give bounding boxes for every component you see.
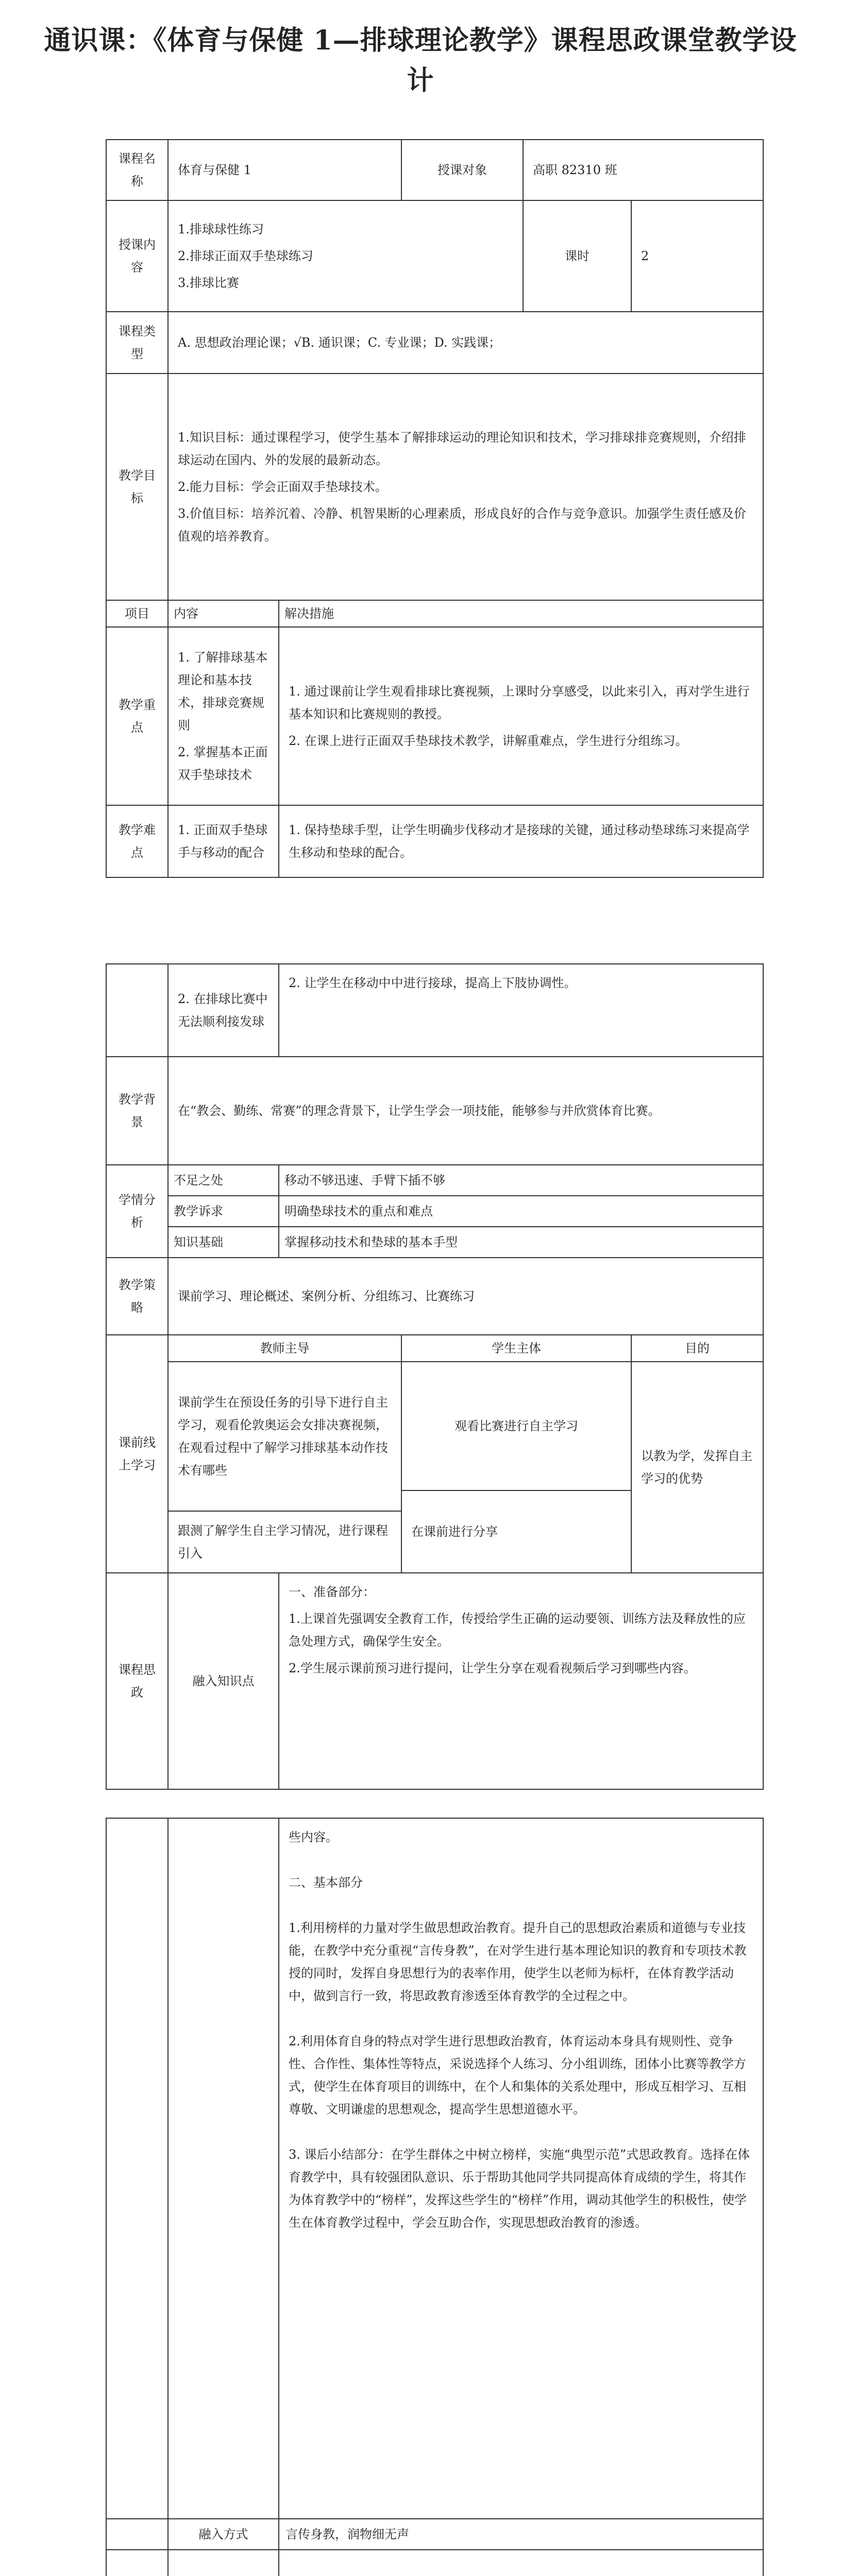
diff-label: 教学难点 <box>106 805 168 877</box>
learner-value: 明确垫球技术的重点和难点 <box>279 1196 763 1227</box>
background-value: 在“教会、勤练、常赛”的理念背景下，让学生学会一项技能，能够参与并欣赏体育比赛。 <box>168 1057 763 1165</box>
purpose-head: 目的 <box>631 1335 763 1362</box>
ideology-label-cont <box>106 1818 168 2519</box>
integrate-detail-line: 些内容。 <box>289 1830 338 1844</box>
content-line: 1.排球球性练习 <box>178 222 264 236</box>
strategy-value: 课前学习、理论概述、案例分析、分组练习、比赛练习 <box>168 1258 763 1335</box>
project-label: 项目 <box>106 600 168 627</box>
learner-analysis-label: 学情分析 <box>106 1165 168 1258</box>
learner-key: 知识基础 <box>168 1227 279 1258</box>
learner-value: 掌握移动技术和垫球的基本手型 <box>279 1227 763 1258</box>
purpose-value: 以教为学，发挥自主学习的优势 <box>631 1362 763 1573</box>
page-title: 通识课：《体育与保健 1—排球理论教学》课程思政课堂教学设计 <box>44 25 797 96</box>
key-measure-line: 1. 通过课前让学生观看排球比赛视频，上课时分享感受，以此来引入，再对学生进行基本知识和比赛规则的教授。 <box>289 684 750 721</box>
project-content-head: 内容 <box>168 600 279 627</box>
goal-label: 教学目标 <box>106 374 168 600</box>
target-value: 高职 82310 班 <box>523 140 763 200</box>
strategy-label: 教学策略 <box>106 1258 168 1335</box>
teacher-task-2: 跟测了解学生自主学习情况，进行课程引入 <box>168 1511 401 1573</box>
content-line: 2.排球正面双手垫球练习 <box>178 249 313 263</box>
course-name-label: 课程名称 <box>106 140 168 200</box>
integrate-detail-line: 2.利用体育自身的特点对学生进行思想政治教育，体育运动本身具有规则性、竞争性、合作性、集体性等特点，采说选择个人练习、分小组训练，团体小比赛等教学方式，使学生在体育项目的训练中，在个人和集体的关系处理中，形成互相学习、互相尊敬、文明谦虚的思想观念，提高学生思想道德水平。 <box>289 2034 746 2116</box>
key-content-line: 2. 掌握基本正面双手垫球技术 <box>178 745 268 782</box>
method-label-empty <box>106 2519 168 2550</box>
student-task-1: 观看比赛进行自主学习 <box>401 1362 631 1490</box>
diff-content: 1. 正面双手垫球手与移动的配合 <box>168 805 279 877</box>
diff-label-cont <box>106 964 168 1057</box>
integrate-label: 融入知识点 <box>168 1573 279 1789</box>
method-label: 融入方式 <box>168 2519 279 2550</box>
element-value <box>279 2550 763 2576</box>
content-value <box>168 200 523 312</box>
integrate-label-cont <box>168 1818 279 2519</box>
learner-key: 教学诉求 <box>168 1196 279 1227</box>
method-value: 言传身教，润物细无声 <box>279 2519 763 2550</box>
content-line: 3.排球比赛 <box>178 276 239 290</box>
diff-content-2: 2. 在排球比赛中无法顺利接发球 <box>168 964 279 1057</box>
key-label: 教学重点 <box>106 627 168 805</box>
teacher-head: 教师主导 <box>168 1335 401 1362</box>
key-content <box>168 627 279 805</box>
learner-key: 不足之处 <box>168 1165 279 1196</box>
goal-value <box>168 374 763 600</box>
key-content-line: 1. 了解排球基本理论和基本技术，排球竞赛规则 <box>178 650 268 733</box>
goal-line: 1.知识目标：通过课程学习，使学生基本了解排球运动的理论知识和技术，学习排球排竞赛规则，介绍排球运动在国内、外的发展的最新动态。 <box>178 430 746 467</box>
integrate-detail-line: 1.利用榜样的力量对学生做思想政治教育。提升自己的思想政治素质和道德与专业技能，在教学中充分重视“言传身教”，在对学生进行基本理论知识的教育和专项技术教授的同时，发挥自身思想行为的表率作用，使学生以老师为标杆，在体育教学活动中，做到言行一致，将思政教育渗透至体育教学的全过程之中。 <box>289 1921 747 2003</box>
goal-line: 3.价值目标：培养沉着、冷静、机智果断的心理素质，形成良好的合作与竞争意识。加强学生责任感及价值观的培养教育。 <box>178 506 746 544</box>
integrate-line: 2.学生展示课前预习进行提问，让学生分享在观看视频后学习到哪些内容。 <box>289 1661 696 1675</box>
diff-measure-2: 2. 让学生在移动中中进行接球，提高上下肢协调性。 <box>279 964 763 1057</box>
online-study-label: 课前线上学习 <box>106 1335 168 1573</box>
target-label: 授课对象 <box>401 140 523 200</box>
type-label: 课程类型 <box>106 312 168 374</box>
integrate-line: 一、准备部分： <box>289 1585 375 1599</box>
diff-measure: 1. 保持垫球手型，让学生明确步伐移动才是接球的关键，通过移动垫球练习来提高学生移动和垫球的配合。 <box>279 805 763 877</box>
background-label: 教学背景 <box>106 1057 168 1165</box>
integrate-value <box>279 1573 763 1789</box>
student-head: 学生主体 <box>401 1335 631 1362</box>
integrate-detail-line: 二、基本部分 <box>289 1875 363 1890</box>
hours-label: 课时 <box>523 200 631 312</box>
hours-value: 2 <box>631 200 763 312</box>
key-measure <box>279 627 763 805</box>
element-label-empty <box>106 2550 168 2576</box>
design-table-part-3 <box>106 1818 764 2576</box>
integrate-line: 1.上课首先强调安全教育工作，传授给学生正确的运动要领、训练方法及释放性的应急处理方式，确保学生安全。 <box>289 1612 746 1649</box>
student-task-2: 在课前进行分享 <box>401 1490 631 1573</box>
element-label <box>168 2550 279 2576</box>
ideology-label: 课程思政 <box>106 1573 168 1789</box>
design-table-part-1 <box>106 139 764 878</box>
goal-line: 2.能力目标：学会正面双手垫球技术。 <box>178 480 388 494</box>
integrate-detail <box>279 1818 763 2519</box>
integrate-detail-line: 3. 课后小结部分：在学生群体之中树立榜样，实施“典型示范”式思政教育。选择在体育教学中，具有较强团队意识、乐于帮助其他同学共同提高体育成绩的学生，将其作为体育教学中的“榜样”，发挥这些学生的“榜样”作用，调动其他学生的积极性，使学生在体育教学过程中，学会互助合作，实现思想政治教育的渗透。 <box>289 2147 750 2230</box>
type-value: A. 思想政治理论课；√B. 通识课；C. 专业课；D. 实践课； <box>168 312 763 374</box>
course-name-value: 体育与保健 1 <box>168 140 401 200</box>
design-table-part-2 <box>106 963 764 1790</box>
key-measure-line: 2. 在课上进行正面双手垫球技术教学，讲解重难点，学生进行分组练习。 <box>289 734 688 748</box>
teacher-task-1: 课前学生在预设任务的引导下进行自主学习，观看伦敦奥运会女排决赛视频，在观看过程中了解学习排球基本动作技术有哪些 <box>168 1362 401 1511</box>
learner-value: 移动不够迅速、手臂下插不够 <box>279 1165 763 1196</box>
project-measure-head: 解决措施 <box>279 600 763 627</box>
content-label: 授课内容 <box>106 200 168 312</box>
